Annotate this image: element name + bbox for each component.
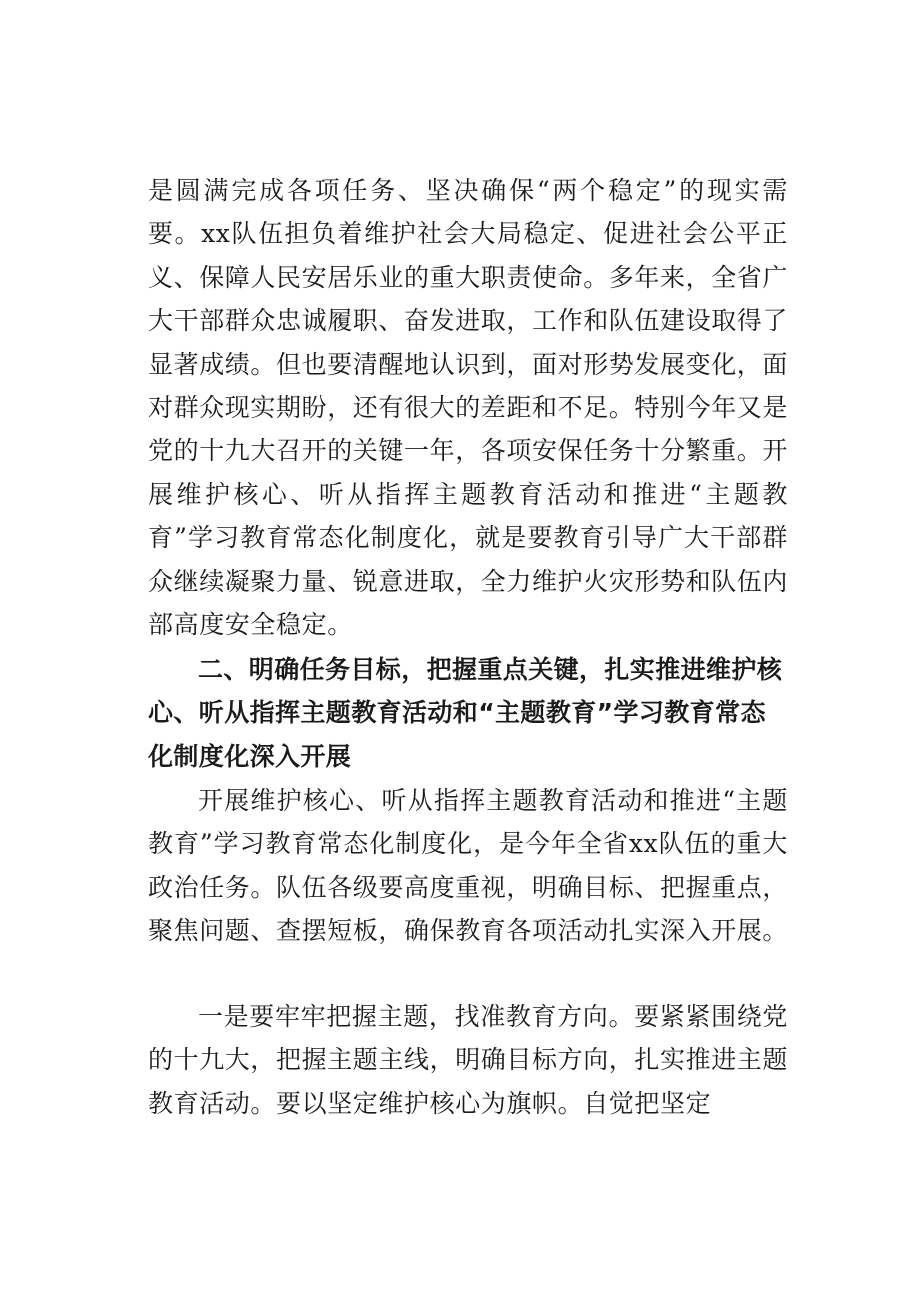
- body-paragraph-continuation: 是圆满完成各项任务、坚决确保“两个稳定”的现实需要。xx队伍担负着维护社会大局稳定、促进社会公平正义、保障人民安居乐业的重大职责使命。多年来，全省广大干部群众忠诚履职、奋发进取，工作和队伍建设取得了显著成绩。但也要清醒地认识到，面对形势发展变化，面对群众现实期盼，还有很大的差距和不足。特别今年又是党的十九大召开的关键一年，各项安保任务十分繁重。开展维护核心、听从指挥主题教育活动和推进“主题教育”学习教育常态化制度化，就是要教育引导广大干部群众继续凝聚力量、锐意进取，全力维护火灾形势和队伍内部高度安全稳定。: [148, 176, 789, 640]
- section-heading-2: 二、明确任务目标，把握重点关键，扎实推进维护核心、听从指挥主题教育活动和“主题教育”学习教育常态化制度化深入开展: [148, 655, 783, 771]
- paragraph-block: [148, 779, 788, 953]
- body-paragraph: 开展维护核心、听从指挥主题教育活动和推进“主题教育”学习教育常态化制度化，是今年全省xx队伍的重大政治任务。队伍各级要高度重视，明确目标、把握重点，聚焦问题、查摆短板，确保教育各项活动扎实深入开展。: [148, 786, 789, 946]
- paragraph-block: [148, 995, 788, 1125]
- body-paragraph-point-one: 一是要牢牢把握主题，找准教育方向。要紧紧围绕党的十九大，把握主题主线，明确目标方向，扎实推进主题教育活动。要以坚定维护核心为旗帜。自觉把坚定: [148, 1002, 789, 1118]
- paragraph-block: [148, 169, 788, 646]
- section-heading-block: [148, 648, 788, 778]
